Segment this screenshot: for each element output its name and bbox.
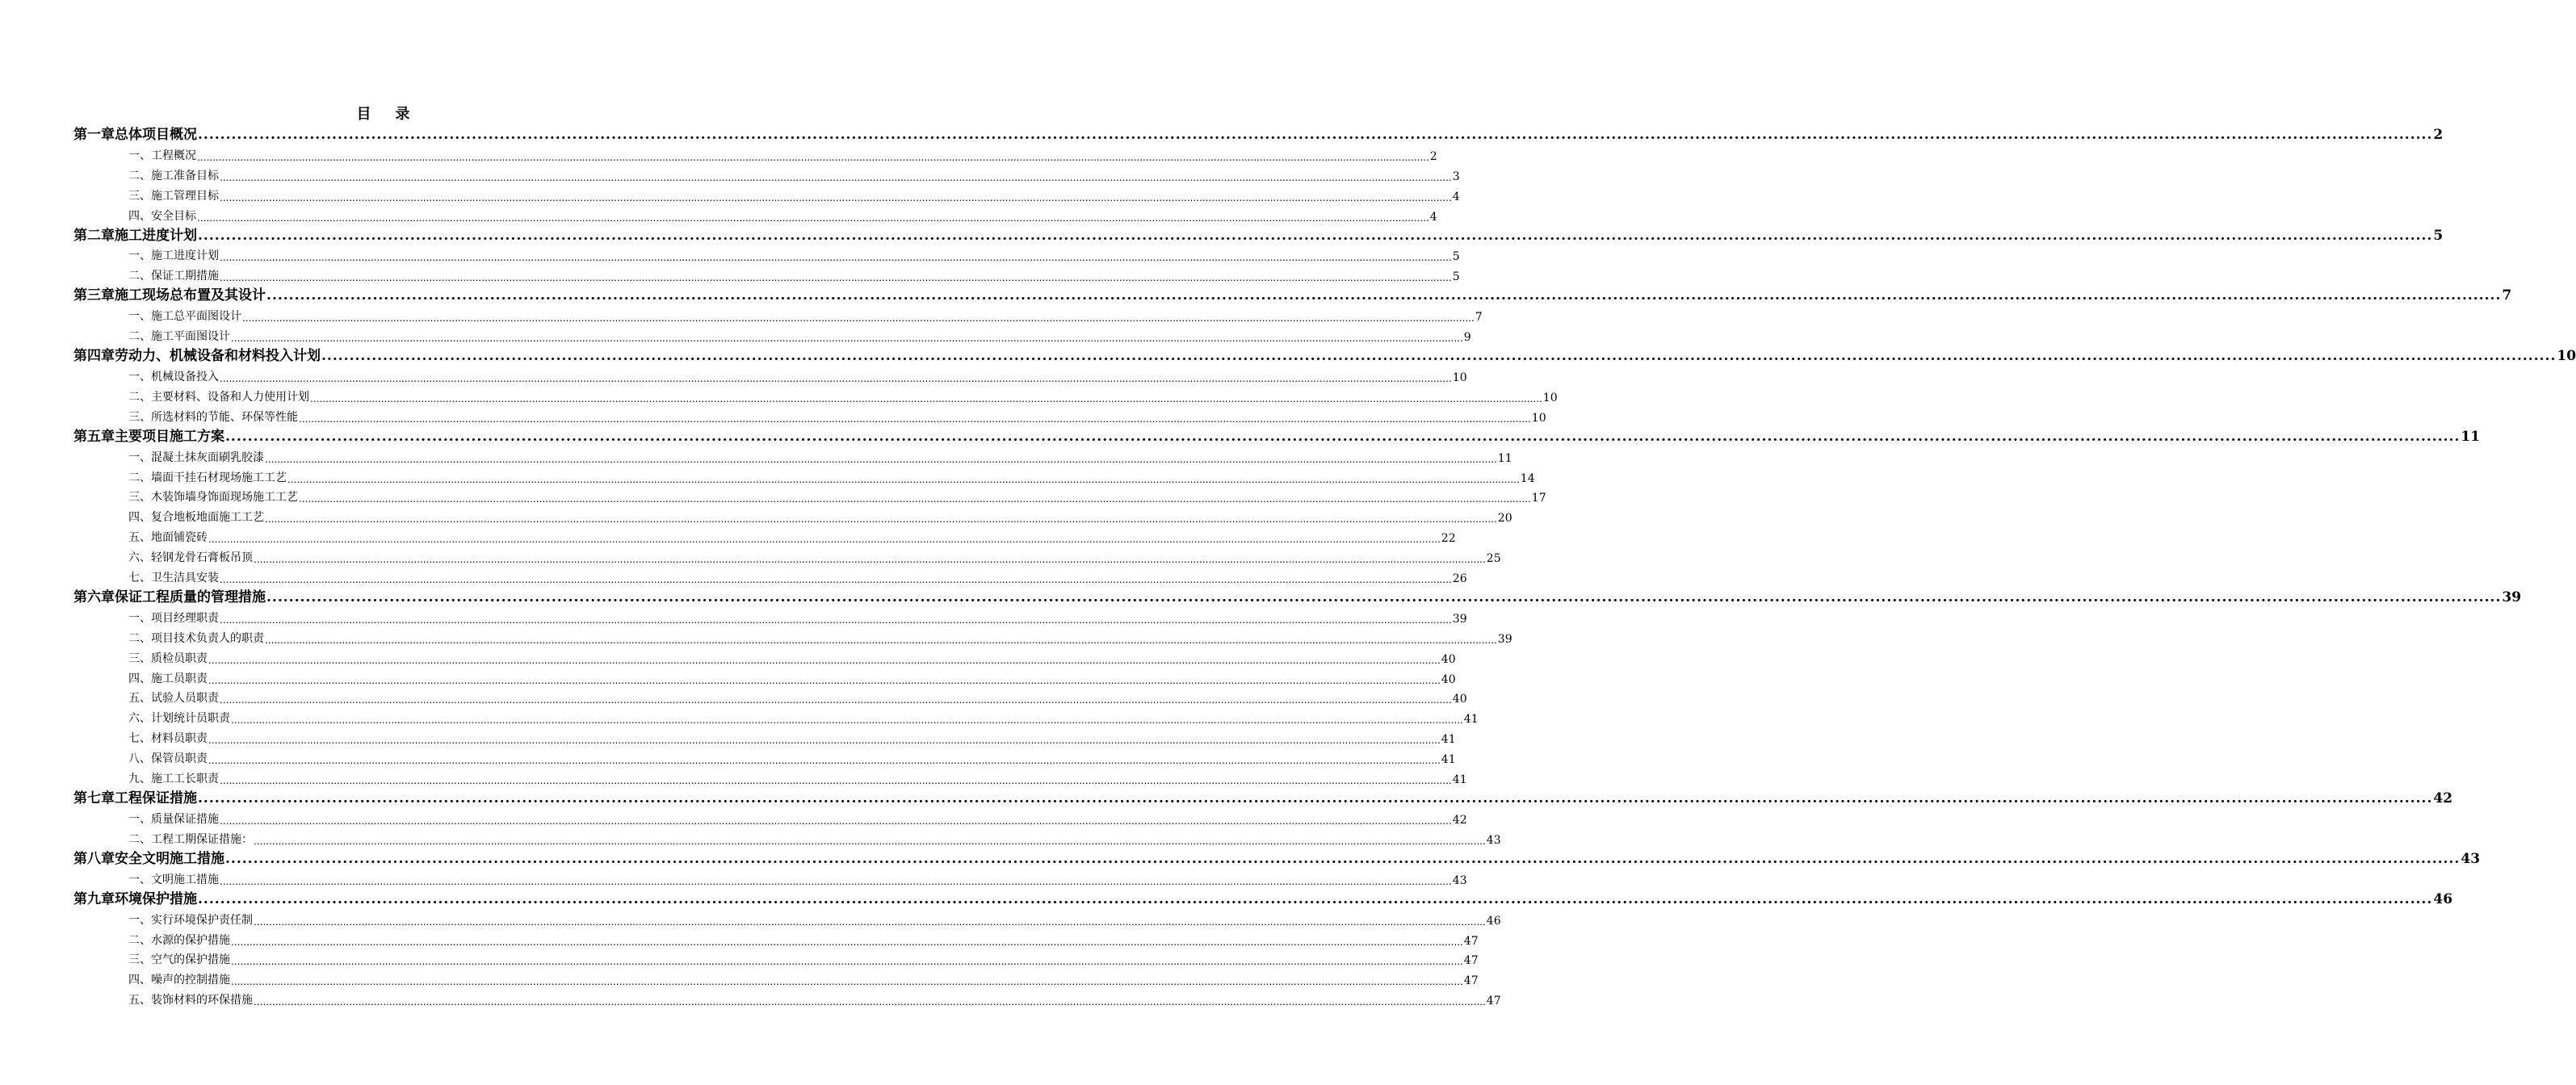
section-page-number: 14 xyxy=(1520,471,1535,485)
toc-chapter-entry[interactable] xyxy=(73,847,2481,867)
toc-chapter-entry[interactable] xyxy=(73,123,2444,143)
dot-leader: ................................................................................................................................................................................................................................................................................................................................................................................................................ xyxy=(208,674,1441,686)
section-page-number: 25 xyxy=(1486,552,1501,566)
section-page-number: 47 xyxy=(1463,954,1479,968)
toc-section-entry[interactable] xyxy=(73,726,1456,747)
toc-chapter-entry[interactable] xyxy=(73,887,2453,907)
chapter-title: 环境保护措施 xyxy=(115,890,197,907)
dot-leader: ................................................................................................................................................................................................................................................................................................................................................................................................................ xyxy=(198,127,2433,143)
section-title: 四、施工员职责 xyxy=(128,672,208,685)
section-title: 一、项目经理职责 xyxy=(128,611,219,625)
section-page-number: 41 xyxy=(1463,713,1479,727)
section-title: 四、噪声的控制措施 xyxy=(128,974,230,987)
section-page-number: 41 xyxy=(1441,733,1456,747)
section-title: 三、质检员职责 xyxy=(128,651,208,665)
chapter-page-number: 39 xyxy=(2502,589,2522,606)
dot-leader: ................................................................................................................................................................................................................................................................................................................................................................................................................ xyxy=(220,171,1452,183)
toc-section-entry[interactable] xyxy=(73,706,1479,727)
section-title: 五、试验人员职责 xyxy=(128,692,219,706)
dot-leader: ................................................................................................................................................................................................................................................................................................................................................................................................................ xyxy=(220,191,1452,203)
toc-section-entry[interactable] xyxy=(73,646,1456,666)
chapter-title: 保证工程质量的管理措施 xyxy=(115,589,266,606)
section-page-number: 22 xyxy=(1441,532,1456,546)
section-title: 九、施工工长职责 xyxy=(128,773,219,786)
section-page-number: 43 xyxy=(1452,873,1467,887)
dot-leader: ................................................................................................................................................................................................................................................................................................................................................................................................................ xyxy=(208,534,1441,546)
section-page-number: 5 xyxy=(1452,270,1460,284)
toc-chapter-entry[interactable] xyxy=(73,224,2444,244)
dot-leader: ................................................................................................................................................................................................................................................................................................................................................................................................................ xyxy=(299,413,1531,425)
section-page-number: 40 xyxy=(1441,652,1456,666)
section-page-number: 3 xyxy=(1452,170,1460,183)
chapter-number: 第四章 xyxy=(73,348,115,365)
toc-section-entry[interactable] xyxy=(73,505,1512,526)
section-title: 六、轻钢龙骨石膏板吊顶 xyxy=(128,551,253,565)
section-page-number: 26 xyxy=(1452,572,1467,586)
dot-leader: ................................................................................................................................................................................................................................................................................................................................................................................................................ xyxy=(198,890,2433,907)
dot-leader: ................................................................................................................................................................................................................................................................................................................................................................................................................ xyxy=(220,373,1452,385)
section-title: 三、施工管理目标 xyxy=(128,189,219,203)
toc-section-entry[interactable] xyxy=(73,766,1467,787)
dot-leader: ................................................................................................................................................................................................................................................................................................................................................................................................................ xyxy=(220,694,1452,706)
section-page-number: 10 xyxy=(1452,371,1467,385)
toc-section-entry[interactable] xyxy=(73,183,1460,203)
toc-chapter-entry[interactable] xyxy=(73,283,2512,304)
dot-leader: ................................................................................................................................................................................................................................................................................................................................................................................................................ xyxy=(220,875,1452,887)
toc-section-entry[interactable] xyxy=(73,203,1437,224)
section-page-number: 11 xyxy=(1497,451,1512,465)
dot-leader: ................................................................................................................................................................................................................................................................................................................................................................................................................ xyxy=(254,835,1486,847)
dot-leader: ................................................................................................................................................................................................................................................................................................................................................................................................................ xyxy=(220,574,1452,586)
toc-section-entry[interactable] xyxy=(73,163,1460,183)
toc-title: 目 录 xyxy=(356,106,411,123)
dot-leader: ................................................................................................................................................................................................................................................................................................................................................................................................................ xyxy=(287,473,1520,485)
toc-section-entry[interactable] xyxy=(73,263,1460,284)
dot-leader: ................................................................................................................................................................................................................................................................................................................................................................................................................ xyxy=(254,915,1486,928)
dot-leader: ................................................................................................................................................................................................................................................................................................................................................................................................................ xyxy=(265,513,1497,526)
section-page-number: 46 xyxy=(1486,914,1501,928)
chapter-number: 第一章 xyxy=(73,127,115,143)
section-title: 二、保证工期措施 xyxy=(128,270,219,283)
section-title: 二、工程工期保证措施： xyxy=(128,832,253,846)
chapter-page-number: 11 xyxy=(2461,428,2481,445)
section-page-number: 5 xyxy=(1452,250,1460,264)
section-page-number: 10 xyxy=(1542,391,1558,404)
toc-chapter-entry[interactable] xyxy=(73,786,2453,807)
dot-leader: ................................................................................................................................................................................................................................................................................................................................................................................................................ xyxy=(220,775,1452,787)
dot-leader: ................................................................................................................................................................................................................................................................................................................................................................................................................ xyxy=(266,589,2502,606)
section-page-number: 47 xyxy=(1463,934,1479,948)
chapter-page-number: 42 xyxy=(2433,790,2453,807)
dot-leader: ................................................................................................................................................................................................................................................................................................................................................................................................................ xyxy=(231,936,1463,948)
dot-leader: ................................................................................................................................................................................................................................................................................................................................................................................................................ xyxy=(208,735,1441,747)
chapter-title: 劳动力、机械设备和材料投入计划 xyxy=(115,348,321,365)
chapter-number: 第七章 xyxy=(73,790,115,807)
dot-leader: ................................................................................................................................................................................................................................................................................................................................................................................................................ xyxy=(231,976,1463,988)
toc-chapter-entry[interactable] xyxy=(73,344,2576,365)
section-page-number: 41 xyxy=(1441,753,1456,767)
dot-leader: ................................................................................................................................................................................................................................................................................................................................................................................................................ xyxy=(225,850,2461,867)
chapter-page-number: 46 xyxy=(2433,890,2453,907)
section-page-number: 39 xyxy=(1452,612,1467,626)
dot-leader: ................................................................................................................................................................................................................................................................................................................................................................................................................ xyxy=(231,714,1463,727)
section-title: 一、机械设备投入 xyxy=(128,371,219,384)
section-title: 六、计划统计员职责 xyxy=(128,712,230,726)
toc-section-entry[interactable] xyxy=(73,404,1546,425)
section-title: 二、施工准备目标 xyxy=(128,169,219,182)
toc-section-entry[interactable] xyxy=(73,746,1456,767)
section-title: 二、施工平面图设计 xyxy=(128,330,230,344)
chapter-title: 工程保证措施 xyxy=(115,790,197,807)
section-title: 五、装饰材料的环保措施 xyxy=(128,994,253,1008)
section-page-number: 47 xyxy=(1486,995,1501,1008)
dot-leader: ................................................................................................................................................................................................................................................................................................................................................................................................................ xyxy=(198,790,2433,807)
toc-section-entry[interactable] xyxy=(73,605,1467,626)
chapter-number: 第八章 xyxy=(73,850,115,867)
dot-leader: ................................................................................................................................................................................................................................................................................................................................................................................................................ xyxy=(220,252,1452,264)
section-page-number: 4 xyxy=(1452,190,1460,203)
section-page-number: 43 xyxy=(1486,833,1501,847)
chapter-page-number: 10 xyxy=(2557,348,2576,365)
toc-chapter-entry[interactable] xyxy=(73,585,2522,606)
section-page-number: 4 xyxy=(1429,210,1437,224)
chapter-page-number: 2 xyxy=(2433,127,2444,143)
chapter-number: 第二章 xyxy=(73,227,115,244)
section-page-number: 2 xyxy=(1429,149,1437,163)
section-title: 一、施工总平面图设计 xyxy=(128,310,241,324)
chapter-number: 第五章 xyxy=(73,428,115,445)
section-title: 二、项目技术负责人的职责 xyxy=(128,631,264,645)
section-title: 五、地面铺瓷砖 xyxy=(128,531,208,545)
toc-section-entry[interactable] xyxy=(73,948,1479,968)
toc-section-entry[interactable] xyxy=(73,827,1501,847)
section-page-number: 7 xyxy=(1475,311,1483,325)
section-title: 一、质量保证措施 xyxy=(128,812,219,826)
toc-section-entry[interactable] xyxy=(73,364,1467,385)
section-title: 三、木装饰墙身饰面现场施工工艺 xyxy=(128,491,298,505)
toc-section-entry[interactable] xyxy=(73,143,1437,163)
toc-section-entry[interactable] xyxy=(73,445,1512,465)
dot-leader: ................................................................................................................................................................................................................................................................................................................................................................................................................ xyxy=(299,493,1531,505)
section-title: 一、混凝土抹灰面刷乳胶漆 xyxy=(128,450,264,464)
dot-leader: ................................................................................................................................................................................................................................................................................................................................................................................................................ xyxy=(197,212,1429,224)
dot-leader: ................................................................................................................................................................................................................................................................................................................................................................................................................ xyxy=(197,151,1429,163)
dot-leader: ................................................................................................................................................................................................................................................................................................................................................................................................................ xyxy=(265,634,1497,646)
chapter-title: 施工进度计划 xyxy=(115,227,197,244)
section-title: 七、材料员职责 xyxy=(128,732,208,746)
chapter-page-number: 43 xyxy=(2461,850,2481,867)
toc-section-entry[interactable] xyxy=(73,806,1467,827)
toc-section-entry[interactable] xyxy=(73,525,1456,546)
chapter-page-number: 5 xyxy=(2433,227,2444,244)
toc-section-entry[interactable] xyxy=(73,384,1558,404)
section-title: 三、空气的保护措施 xyxy=(128,953,230,967)
section-page-number: 20 xyxy=(1497,512,1512,526)
chapter-title: 总体项目概况 xyxy=(115,127,197,143)
dot-leader: ................................................................................................................................................................................................................................................................................................................................................................................................................ xyxy=(254,996,1486,1008)
chapter-title: 主要项目施工方案 xyxy=(115,428,224,445)
toc-section-entry[interactable] xyxy=(73,987,1501,1008)
toc-section-entry[interactable] xyxy=(73,565,1467,586)
section-page-number: 17 xyxy=(1531,492,1546,505)
section-page-number: 40 xyxy=(1452,693,1467,706)
section-title: 一、文明施工措施 xyxy=(128,873,219,886)
section-page-number: 41 xyxy=(1452,773,1467,787)
chapter-number: 第六章 xyxy=(73,589,115,606)
dot-leader: ................................................................................................................................................................................................................................................................................................................................................................................................................ xyxy=(220,272,1452,284)
toc-section-entry[interactable] xyxy=(73,686,1467,706)
toc-section-entry[interactable] xyxy=(73,545,1501,566)
section-title: 二、墙面干挂石材现场施工工艺 xyxy=(128,471,287,484)
section-title: 二、水源的保护措施 xyxy=(128,933,230,947)
chapter-page-number: 7 xyxy=(2502,287,2512,304)
section-title: 一、实行环境保护责任制 xyxy=(128,913,253,927)
dot-leader: ................................................................................................................................................................................................................................................................................................................................................................................................................ xyxy=(321,348,2557,365)
section-title: 三、所选材料的节能、环保等性能 xyxy=(128,410,298,424)
section-title: 一、施工进度计划 xyxy=(128,249,219,263)
toc-section-entry[interactable] xyxy=(73,324,1471,345)
dot-leader: ................................................................................................................................................................................................................................................................................................................................................................................................................ xyxy=(225,428,2461,445)
table-of-contents xyxy=(73,123,2576,1008)
chapter-title: 安全文明施工措施 xyxy=(115,850,224,867)
dot-leader: ................................................................................................................................................................................................................................................................................................................................................................................................................ xyxy=(208,654,1441,666)
section-page-number: 42 xyxy=(1452,813,1467,827)
section-title: 四、安全目标 xyxy=(128,209,196,223)
section-page-number: 47 xyxy=(1463,974,1479,988)
toc-section-entry[interactable] xyxy=(73,465,1535,485)
toc-section-entry[interactable] xyxy=(73,867,1467,887)
dot-leader: ................................................................................................................................................................................................................................................................................................................................................................................................................ xyxy=(231,956,1463,968)
section-title: 二、主要材料、设备和人力使用计划 xyxy=(128,390,309,404)
dot-leader: ................................................................................................................................................................................................................................................................................................................................................................................................................ xyxy=(220,614,1452,626)
section-page-number: 39 xyxy=(1497,632,1512,646)
chapter-number: 第九章 xyxy=(73,890,115,907)
toc-section-entry[interactable] xyxy=(73,907,1501,928)
dot-leader: ................................................................................................................................................................................................................................................................................................................................................................................................................ xyxy=(208,755,1441,767)
section-page-number: 9 xyxy=(1463,331,1471,345)
section-page-number: 10 xyxy=(1531,411,1546,425)
dot-leader: ................................................................................................................................................................................................................................................................................................................................................................................................................ xyxy=(266,287,2502,304)
chapter-title: 施工现场总布置及其设计 xyxy=(115,287,266,304)
chapter-number: 第三章 xyxy=(73,287,115,304)
toc-section-entry[interactable] xyxy=(73,928,1479,948)
dot-leader: ................................................................................................................................................................................................................................................................................................................................................................................................................ xyxy=(310,392,1542,404)
section-title: 八、保管员职责 xyxy=(128,752,208,766)
dot-leader: ................................................................................................................................................................................................................................................................................................................................................................................................................ xyxy=(231,333,1463,345)
section-title: 七、卫生洁具安装 xyxy=(128,572,219,585)
toc-section-entry[interactable] xyxy=(73,666,1456,686)
dot-leader: ................................................................................................................................................................................................................................................................................................................................................................................................................ xyxy=(242,312,1475,325)
toc-section-entry[interactable] xyxy=(73,626,1512,646)
dot-leader: ................................................................................................................................................................................................................................................................................................................................................................................................................ xyxy=(220,815,1452,827)
dot-leader: ................................................................................................................................................................................................................................................................................................................................................................................................................ xyxy=(198,227,2433,244)
dot-leader: ................................................................................................................................................................................................................................................................................................................................................................................................................ xyxy=(254,554,1486,566)
toc-section-entry[interactable] xyxy=(73,967,1479,988)
section-title: 四、复合地板地面施工工艺 xyxy=(128,511,264,525)
toc-section-entry[interactable] xyxy=(73,485,1546,505)
dot-leader: ................................................................................................................................................................................................................................................................................................................................................................................................................ xyxy=(265,453,1497,465)
section-title: 一、工程概况 xyxy=(128,149,196,162)
toc-chapter-entry[interactable] xyxy=(73,425,2481,445)
toc-section-entry[interactable] xyxy=(73,304,1483,325)
toc-section-entry[interactable] xyxy=(73,244,1460,264)
section-page-number: 40 xyxy=(1441,672,1456,686)
